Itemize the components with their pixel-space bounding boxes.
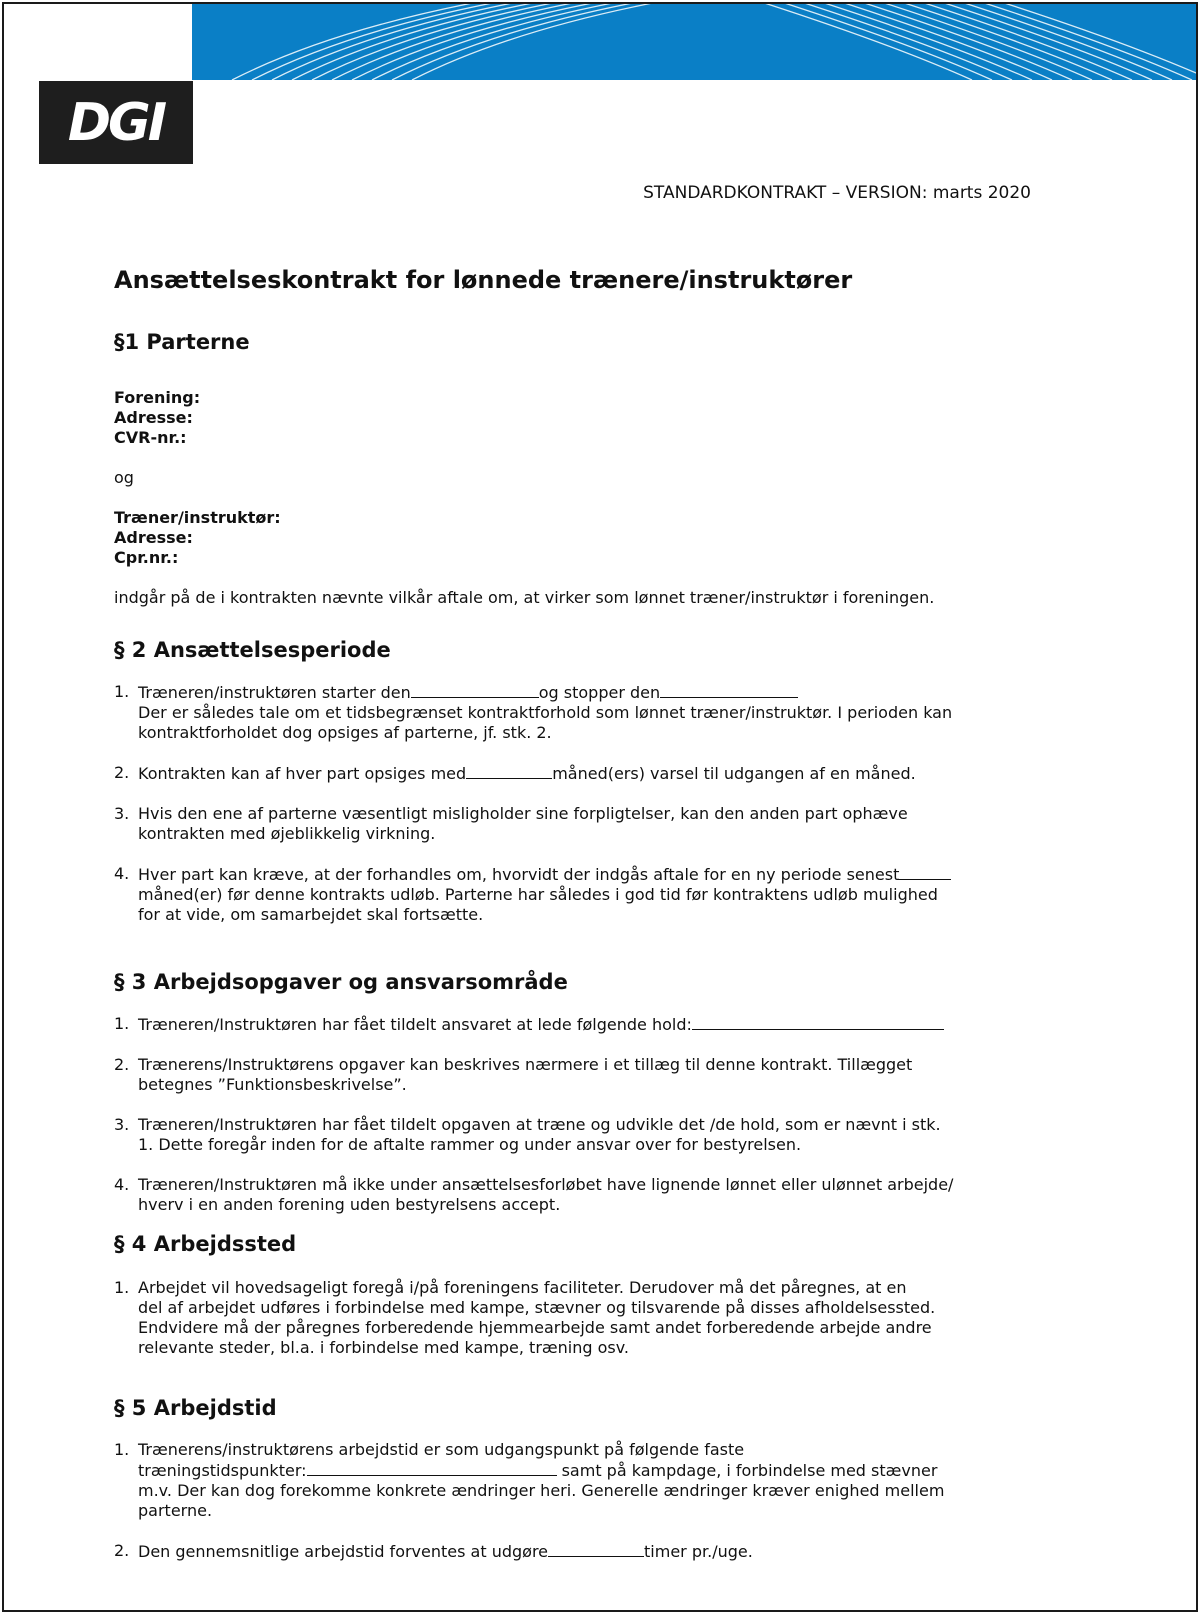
item-text: Hver part kan kræve, at der forhandles om, hvorvidt der indgås aftale for en ny periode senest — [138, 865, 900, 884]
adresse-label: Adresse: — [114, 408, 193, 427]
item-text: Der er således tale om et tidsbegrænset kontraktforhold som lønnet træner/instruktør. I perioden kan — [138, 703, 953, 722]
item-text: Kontrakten kan af hver part opsiges med — [138, 764, 467, 783]
end-date-blank[interactable] — [660, 682, 798, 698]
item-number: 2. — [114, 1541, 130, 1560]
section-3-heading: § 3 Arbejdsopgaver og ansvarsområde — [114, 970, 568, 994]
item-text: Træneren/instruktøren starter den — [138, 683, 411, 702]
list-item — [114, 1055, 1014, 1095]
item-text: timer pr./uge. — [644, 1542, 753, 1561]
list-item — [114, 763, 1014, 784]
renegotiation-months-blank[interactable] — [899, 864, 951, 880]
cvr-label: CVR-nr.: — [114, 428, 187, 447]
list-item — [114, 682, 1014, 743]
item-text: måned(er) før denne kontrakts udløb. Parterne har således i god tid før kontraktens udløb mulighed — [138, 885, 938, 904]
training-times-blank[interactable] — [307, 1460, 557, 1476]
item-text: træningstidspunkter: — [138, 1461, 307, 1480]
item-number: 3. — [114, 804, 130, 823]
document-title: Ansættelseskontrakt for lønnede trænere/instruktører — [114, 266, 853, 294]
list-item — [114, 1014, 1014, 1035]
item-text: Arbejdet vil hovedsageligt foregå i/på foreningens faciliteter. Derudover må det påregnes, at en — [138, 1278, 907, 1297]
item-text: m.v. Der kan dog forekomme konkrete ændringer heri. Generelle ændringer kræver enighed mellem — [138, 1481, 945, 1500]
item-number: 1. — [114, 1440, 130, 1459]
section-4-list — [114, 1278, 1014, 1358]
section-3-list — [114, 1014, 1014, 1215]
section-1-heading: §1 Parterne — [114, 330, 250, 354]
forening-label: Forening: — [114, 388, 201, 407]
list-item — [114, 1541, 1014, 1562]
list-item — [114, 864, 1014, 925]
parties-intro-text: indgår på de i kontrakten nævnte vilkår aftale om, at virker som lønnet træner/instruktør i foreningen. — [114, 588, 935, 607]
item-text: samt på kampdage, i forbindelse med stævner — [561, 1461, 938, 1480]
cpr-label: Cpr.nr.: — [114, 548, 179, 567]
item-text: Træneren/Instruktøren må ikke under ansættelsesforløbet have lignende lønnet eller ulønnet arbejde/ — [138, 1175, 954, 1194]
item-number: 1. — [114, 1014, 130, 1033]
notice-months-blank[interactable] — [466, 763, 552, 779]
item-text: Endvidere må der påregnes forberedende hjemmearbejde samt andet forberedende arbejde andre — [138, 1318, 932, 1337]
banner-wave-lines — [192, 4, 1196, 80]
section-2-list — [114, 682, 1014, 925]
section-5-list — [114, 1440, 1014, 1562]
item-text: Trænerens/instruktørens arbejdstid er som udgangspunkt på følgende faste — [138, 1440, 745, 1459]
item-text: Hvis den ene af parterne væsentligt misligholder sine forpligtelser, kan den anden part ophæve — [138, 804, 908, 823]
item-number: 2. — [114, 1055, 130, 1074]
item-text: kontraktforholdet dog opsiges af parterne, jf. stk. 2. — [138, 723, 552, 742]
section-5-heading: § 5 Arbejdstid — [114, 1396, 277, 1420]
item-number: 4. — [114, 864, 130, 883]
item-text: betegnes ”Funktionsbeskrivelse”. — [138, 1075, 407, 1094]
item-text: for at vide, om samarbejdet skal fortsætte. — [138, 905, 484, 924]
list-item — [114, 1175, 1014, 1215]
adresse-label-2: Adresse: — [114, 528, 193, 547]
team-blank[interactable] — [692, 1014, 944, 1030]
section-2-heading: § 2 Ansættelsesperiode — [114, 638, 391, 662]
version-label: STANDARDKONTRAKT – VERSION: marts 2020 — [643, 183, 1031, 203]
item-number: 3. — [114, 1115, 130, 1134]
item-text: parterne. — [138, 1501, 213, 1520]
item-text: relevante steder, bl.a. i forbindelse med kampe, træning osv. — [138, 1338, 630, 1357]
item-text: Træneren/Instruktøren har fået tildelt ansvaret at lede følgende hold: — [138, 1015, 692, 1034]
item-text: Den gennemsnitlige arbejdstid forventes at udgøre — [138, 1542, 549, 1561]
item-text: hverv i en anden forening uden bestyrelsens accept. — [138, 1195, 561, 1214]
list-item — [114, 1115, 1014, 1155]
item-text: og stopper den — [538, 683, 661, 702]
item-text: Træneren/Instruktøren har fået tildelt opgaven at træne og udvikle det /de hold, som er nævnt i stk. — [138, 1115, 941, 1134]
start-date-blank[interactable] — [411, 682, 539, 698]
header-banner — [192, 4, 1196, 80]
item-text: kontrakten med øjeblikkelig virkning. — [138, 824, 436, 843]
item-text: måned(ers) varsel til udgangen af en måned. — [552, 764, 916, 783]
list-item — [114, 1278, 1014, 1358]
item-text: del af arbejdet udføres i forbindelse med kampe, stævner og tilsvarende på disses afholdelsessted. — [138, 1298, 936, 1317]
og-text: og — [114, 468, 134, 487]
item-number: 2. — [114, 763, 130, 782]
item-text: 1. Dette foregår inden for de aftalte rammer og under ansvar over for bestyrelsen. — [138, 1135, 802, 1154]
traener-label: Træner/instruktør: — [114, 508, 281, 527]
dgi-logo: DGI — [39, 81, 193, 164]
list-item — [114, 804, 1014, 844]
section-4-heading: § 4 Arbejdssted — [114, 1232, 297, 1256]
item-text: Trænerens/Instruktørens opgaver kan beskrives nærmere i et tillæg til denne kontrakt. Tillægget — [138, 1055, 913, 1074]
hours-per-week-blank[interactable] — [548, 1541, 644, 1557]
item-number: 1. — [114, 1278, 130, 1297]
item-number: 4. — [114, 1175, 130, 1194]
contract-page — [2, 2, 1198, 1612]
item-number: 1. — [114, 682, 130, 701]
list-item — [114, 1440, 1014, 1521]
